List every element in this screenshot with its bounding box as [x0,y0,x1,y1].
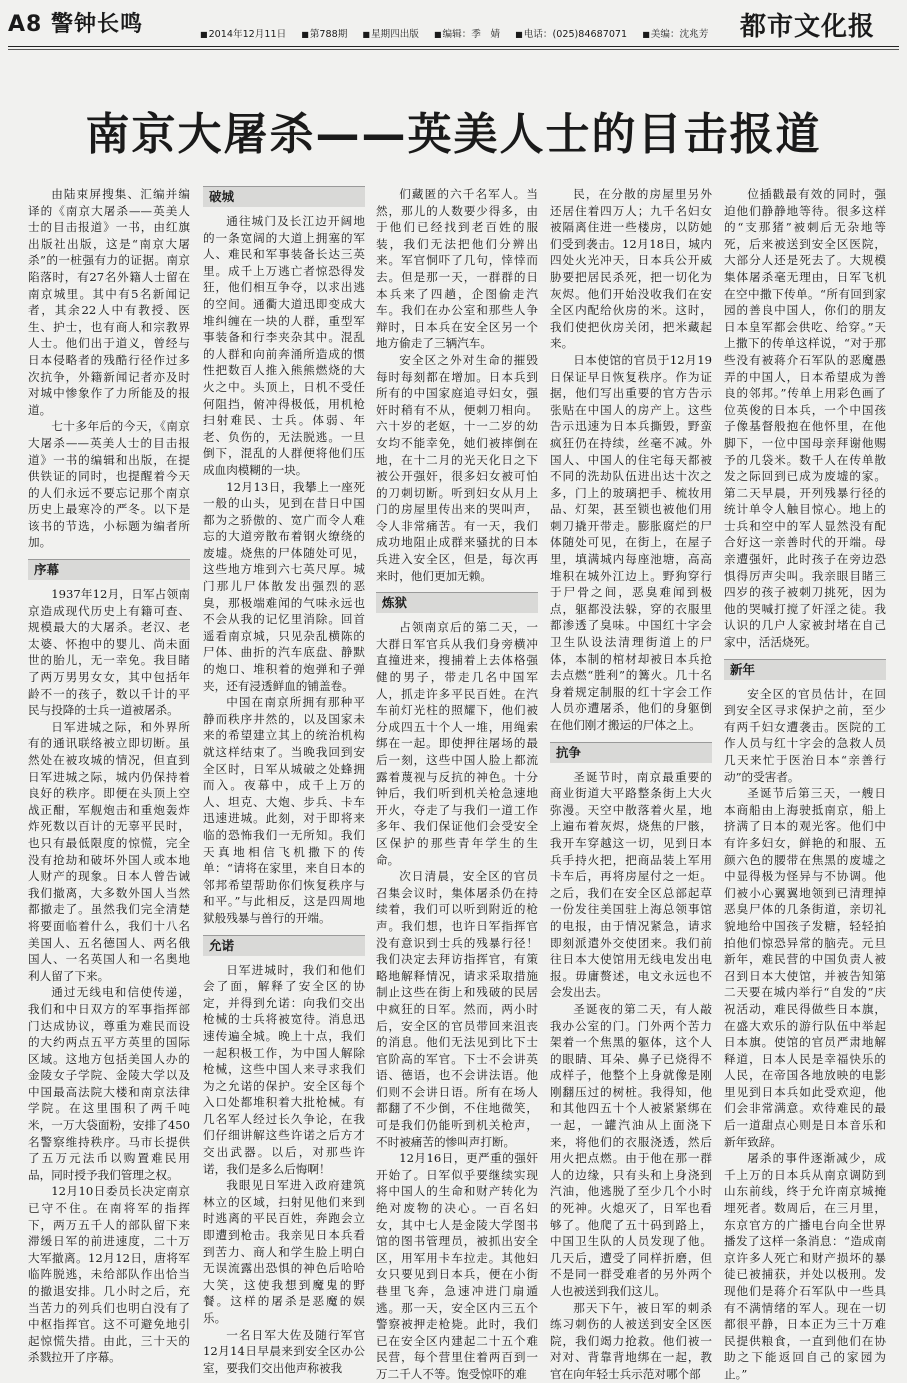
paragraph: 七十多年后的今天，《南京大屠杀——英美人士的目击报道》一书的编辑和出版，在提供铁证的同时，也提醒着今天的人们永远不要忘记那个南京历史上最寒冷的严冬。以下是该书的节选，小标题为编者所加。 [28,419,190,550]
issue-weekday: ■ 星期四出版 [362,29,419,40]
paragraph: 日本使馆的官员于12月19日保证早日恢复秩序。作为证据，他们写出重要的官方告示张贴在中国人的房产上。这些告示迅速为日本兵撕毁，野蛮疯狂仍在持续，丝毫不减。外国人、中国人的住宅每天都被不同的洗劫队伍进出达十次之多，门上的玻璃把手、梳妆用品、灯架，甚至锁也被他们用刺刀撬开带走。膨胀腐烂的尸体随处可见，在街上，在屋子里，填满城内每座池塘，高高堆积在城外江边上。野狗穿行于尸骨之间，恶臭难闻到极点，躯都没法躲，穿的衣服里都渗透了臭味。中国红十字会卫生队设法清理街道上的尸体，本制的棺材却被日本兵抢去点燃“胜利”的篝火。几十名身着规定制服的红十字会工作人员亦遭屠杀，他们的身躯倒在他们刚才搬运的尸体之上。 [550,352,712,732]
paragraph: 通过无线电和信使传递，我们和中日双方的军事指挥部门达成协议，尊重为难民而设的大约两点五平方英里的国际区域。这地方包括美国人办的金陵女子学院、金陵大学以及中国最高法院大楼和南京法律学院。在这里围积了两千吨米，一万大袋面粉，安排了450名警察维持秩序。马市长提供了五万元法币以购置难民用品，同时授予我们管理之权。 [28,985,190,1182]
paragraph: 12月13日，我攀上一座死一般的山头，见到在昔日中国都为之骄傲的、宽广而令人难忘的大道旁散布着钢火缭绕的废墟。烧焦的尸体随处可见，这些地方堆到六七英尺厚。城门那儿尸体散发出强烈的恶臭，那极端难闻的气味永远也不会从我的记忆里消除。回首遥看南京城，只见杂乱横陈的尸体、曲折的汽车底盘、静默的炮口、堆积着的炮弹和子弹夹，还有浸透鲜血的铺盖卷。 [203,479,365,693]
section-heading: 允诺 [203,935,365,956]
section-heading: 炼狱 [376,592,538,613]
phone: ■ 电话：(025)84687071 [515,29,627,40]
paragraph: 通往城门及长江边开阔地的一条宽阔的大道上拥塞的军人、难民和军事装备长达三英里。成千上万逃亡者惊恐得发狂，他们相互争夺，以求出逃的空间。通衢大道迅即变成大堆纠缠在一块的人群，重型军事装备和行李夹杂其中。混乱的人群和向前奔涌所造成的惯性把数百人推入熊熊燃烧的大火之中。头顶上，日机不受任何阻挡，俯冲得极低，用机枪扫射难民、士兵。体弱、年老、负伤的，无法脱逃。一旦倒下，混乱的人群便将他们压成血肉模糊的一块。 [203,214,365,477]
paragraph: 由陆束屏搜集、汇编并编译的《南京大屠杀——英美人士的目击报道》一书，由红旗出版社出版，这是“南京大屠杀”的一桩强有力的证据。南京陷落时，有27名外籍人士留在南京城里。其中有5名新闻记者，其余22人中有教授、医生、护士，也有商人和宗教界人士。他们出于道义，曾经与日本侵略者的残酷行径作过多次抗争，外籍新闻记者亦及时对城中惨象作了力所能及的报道。 [28,187,190,417]
paragraph: 日军进城时，我们和他们会了面，解释了安全区的协定，并得到允诺：向我们交出枪械的士兵将被宽待。消息迅速传遍全城。晚上十点，我们一起积极工作，为中国人解除枪械，这些中国人来寻求我们为之允诺的保护。安全区每个入口处都堆积着大批枪械。有几名军人经过长久争论，在我们仔细讲解这些许诺之后方才交出武器。以后，对那些许诺，我们是多么后悔啊！ [203,962,365,1176]
issue-number: ■ 第788期 [301,29,347,40]
paragraph: 次日清晨，安全区的官员召集会议时，集体屠杀仍在持续着，我们可以听到附近的枪声。我们想，也许日军指挥官没有意识到士兵的残暴行径！我们决定去拜访指挥官，有策略地解释情况，请求采取措施制止这些在街上和残破的民居中疯狂的日军。然而，两小时后，安全区的官员带回来沮丧的消息。他们无法见到比下士官阶高的军官。下士不会讲英语、德语，也不会讲法语。他们则不会讲日语。所有在场人都翻了不少倒，不住地微笑，可是我们仍能听到机关枪声，不时被痛苦的惨叫声打断。 [376,869,538,1149]
article-column-5 [724,186,886,1381]
paragraph: 圣诞节后第三天，一艘日本商船由上海驶抵南京，船上挤满了日本的观光客。他们中有许多妇女，鲜艳的和服、五颜六色的腰带在焦黑的废墟之中显得极为怪异与不协调。他们被小心翼翼地领到已清理掉恶臭尸体的几条街道，亲切礼貌地给中国孩子发糖，轻轻拍拍他们惊恐异常的脑壳。元旦新年，难民营的中国负责人被召到日本大使馆，并被告知第二天要在城内举行“自发的”庆祝活动，难民得做些日本旗，在盛大欢乐的游行队伍中举起日本旗。使馆的官员严肃地解释道，日本人民是幸福快乐的人民，在帝国各地放映的电影里见到日本兵如此受欢迎，他们会非常满意。欢待难民的最后一道甜点心则是日本音乐和新年致辞。 [724,786,886,1149]
section-heading: 新年 [724,659,886,680]
article-headline: 南京大屠杀——英美人士的目击报道 [85,109,822,160]
paragraph: 那天下午，被日军的刺杀练习刺伤的人被送到安全区医院，我们竭力抢救。他们被一对对、背靠背地绑在一起，教官在向年轻士兵示范对哪个部 [550,1300,712,1381]
paragraph: 占领南京后的第二天，一大群日军官兵从我们身旁横冲直撞进来，搜捕着上去体格强健的男子，带走几名中国军人，抓走许多平民百姓。在汽车前灯光柱的照耀下，他们被分成四五十个人一堆，用绳索绑在一起。即使押往屠场的最后一刻，这些中国人脸上都流露着蔑视与反抗的神色。十分钟后，我们听到机关枪急速地开火，夺走了与我们一道工作多年、我们保证他们会受安全区保护的那些青年学生的生命。 [376,620,538,867]
paragraph: 12月16日，更严重的强奸开始了。日军似乎要继续实现将中国人的生命和财产转化为绝对废物的决心。一百名妇女，其中七人是金陵大学图书馆的图书管理员，被抓出安全区，用军用卡车拉走。其他妇女只要见到日本兵，便在小街巷里飞奔，急速冲进门扇遁逃。那一天，安全区内三五个警察被押走枪毙。此时，我们已在安全区内建起二十五个难民营，每个营里住着两百到一万二千人不等。饱受惊吓的难 [376,1151,538,1381]
article-column-2 [203,186,365,1375]
editor: ■ 编辑：季 婧 [434,29,500,40]
article-column-3 [376,186,538,1381]
paragraph: 12月10日委员长决定南京已守不住。在南将军的指挥下，两万五千人的部队留下来滞缓日军的前进速度，二十万大军撤离。12月12日，唐将军临阵脱逃，未给部队作出恰当的撤退安排。几小时之后，充当苦力的列兵们也明白没有了中枢指挥官。这不可避免地引起惊慌失措。由此，三十天的杀戮拉开了序幕。 [28,1184,190,1365]
art-editor: ■ 美编：沈兆芳 [642,29,708,40]
header-rule [8,46,899,47]
section-heading: 序幕 [28,559,190,580]
paragraph: 位插戳最有效的同时，强迫他们静静地等待。很多这样的“支那猪”被刺后无杂地等死，后来被送到安全区医院，大部分人还是死去了。大规模集体屠杀毫无理由，日军飞机在空中撒下传单。“所有回到家园的善良中国人，你们的朋友日本皇军都会供吃、给穿。”天上撒下的传单这样说，“对于那些没有被蒋介石军队的恶魔愚弄的中国人，日本希望成为善良的邻邦。”传单上用彩色画了位英俊的日本兵，一个中国孩子像基督般抱在他怀里，在他脚下，一位中国母亲拜谢他赐予的几袋米。数千人在传单散发之际回到已成为废墟的家。第二天早晨，开列残暴行径的统计单令人触目惊心。地上的士兵和空中的军人显然没有配合好这一亲善时代的开端。母亲遭强奸，此时孩子在旁边恐惧得厉声尖叫。我亲眼目睹三四岁的孩子被刺刀挑死，因为他的哭喊打搅了奸淫之徒。我认识的几户人家被封堵在自己家中，活活烧死。 [724,187,886,650]
issue-date: ■ 2014年12月11日 [200,29,286,40]
paragraph: 们藏匿的六千名军人。当然，那儿的人数要少得多，由于他们已经找到老百姓的服装，我们无法把他们分辨出来。军官恫吓了几句，悻悻而去。但是那一天，一群群的日本兵来了四趟，企图偷走汽车。我们在办公室和那些人争辩时，日本兵在安全区另一个地方偷走了三辆汽车。 [376,187,538,351]
paragraph: 1937年12月，日军占领南京造成现代历史上有籍可查、规模最大的大屠杀。老汉、老太婆、怀抱中的婴儿、尚未面世的胎儿，无一幸免。我目睹了两万男男女女，其中包括年龄不一的孩子，数以千计的平民与投降的士兵一道被屠杀。 [28,587,190,718]
paragraph: 一名日军大佐及随行军官12月14日早晨来到安全区办公室，要我们交出他声称被我 [203,1327,365,1375]
paragraph: 圣诞夜的第二天，有人敲我办公室的门。门外两个苦力架着一个焦黑的躯体，这个人的眼睛、耳朵、鼻子已烧得不成样子，他整个上身就像是刚刚翻压过的树桩。我得知，他和其他四五十个人被紧紧绑在一起，一罐汽油从上面浇下来，将他们的衣服浇透，然后用火把点燃。由于他在那一群人的边缘，只有头和上身浇到汽油，他逃脱了至少几个小时的死神。火熄灭了，日军也看够了。他爬了五十码到路上，中国卫生队的人员发现了他。几天后，遭受了同样折磨，但不是同一群受难者的另外两个人也被送到我们这儿。 [550,1001,712,1298]
section-heading: 破城 [203,186,365,207]
paragraph: 中国在南京所拥有那种平静而秩序井然的，以及国家未来的希望建立其上的统治机构就这样结束了。当晚我回到安全区时，日军从城破之处蜂拥而入。夜幕中，成千上万的人、坦克、大炮、步兵、卡车迅速进城。此刻，对于即将来临的恐怖我们一无所知。我们天真地相信飞机撒下的传单：“请将在家里，来自日本的邻邦希望帮助你们恢复秩序与和平。”与此相反，这是四周地狱般残暴与兽行的开端。 [203,695,365,925]
paragraph: 安全区的官员估计，在回到安全区寻求保护之前，至少有两千妇女遭袭击。医院的工作人员与红十字会的急救人员几天来忙于医治日本“亲善行动”的受害者。 [724,686,886,784]
paragraph: 安全区之外对生命的摧毁每时每刻都在增加。日本兵到所有的中国家庭追寻妇女，强奸时稍有不从，便刺刀相向。六十岁的老妪，十一二岁的幼女均不能幸免，她们被摔倒在地，在十二月的光天化日之下被公开强奸，很多妇女被可怕的刀刺切断。听到妇女从月上门的房屋里传出来的哭叫声，令人非常痛苦。有一天，我们成功地阻止成群来骚扰的日本兵进入安全区，但是，每次再来时，他们更加无赖。 [376,352,538,583]
paragraph: 圣诞节时，南京最重要的商业街道大平路整条街上大火弥漫。天空中散落着火星，地上遍布着灰烬，烧焦的尸骸，我开车穿越这一切，见到日本兵手持火把，把商品装上军用卡车后，再将房屋付之一炬。之后，我们在安全区总部起草一份发往美国驻上海总领事馆的电报，由于情况紧急，请求即刻派遣外交使团来。我们前往日本大使馆用无线电发出电报。毋庸赘述，电文永远也不会发出去。 [550,769,712,1000]
article-column-1 [28,186,190,1365]
paragraph: 屠杀的事件逐渐减少，成千上万的日本兵从南京调防到山东前线，终于允许南京城掩埋死者。数周后，在三月里，东京官方的广播电台向全世界播发了这样一条消息：“造成南京许多人死亡和财产损坏的暴徒已被捕获，并处以极刑。发现他们是蒋介石军队中一些具有不满情绪的军人。现在一切都很平静，日本正为三十万难民提供粮食，一直到他们在协助之下能返回自己的家园为止。” [724,1151,886,1381]
paragraph: 我眼见日军进入政府建筑林立的区域，扫射见他们来到时逃离的平民百姓，奔跑会立即遭到枪击。我亲见日本兵看到苦力、商人和学生脸上明白无误流露出恐惧的神色后哈哈大笑，这使我想到魔鬼的野餐。这样的屠杀是恶魔的娱乐。 [203,1178,365,1325]
page-section-label: A8 警钟长鸣 [8,12,143,37]
paragraph: 日军进城之际，和外界所有的通讯联络被立即切断。虽然处在被攻城的情况，但直到日军进城之际，城内仍保持着良好的秩序。即便在头顶上空战正酣，军舰炮击和重炮轰炸炸死数以百计的无辜平民时，也只有最低限度的惊慌，完全没有抢劫和破坏外国人或本地人财产的现象。日本人曾告诫我们撤离，大多数外国人当然都撤走了。虽然我们完全清楚将要面临着什么，我们十八名美国人、五名德国人、两名俄国人、一名英国人和一名奥地利人留了下来。 [28,719,190,983]
header-rule-thin [8,49,899,50]
page-header [0,0,907,58]
newspaper-logo: 都市文化报 [739,12,875,42]
section-heading: 抗争 [550,742,712,763]
paragraph: 民，在分散的房屋里另外还居住着四万人；九千名妇女被隔离住进一些楼房，以防她们受到袭击。12月18日，城内四处火光冲天，日本兵公开威胁要把居民杀死，把一切化为灰烬。他们开始没收我们在安全区内配给伙房的米。这时，我们使把伙房关闭，把米藏起来。 [550,187,712,351]
issue-meta [200,26,720,40]
article-column-4 [550,186,712,1381]
